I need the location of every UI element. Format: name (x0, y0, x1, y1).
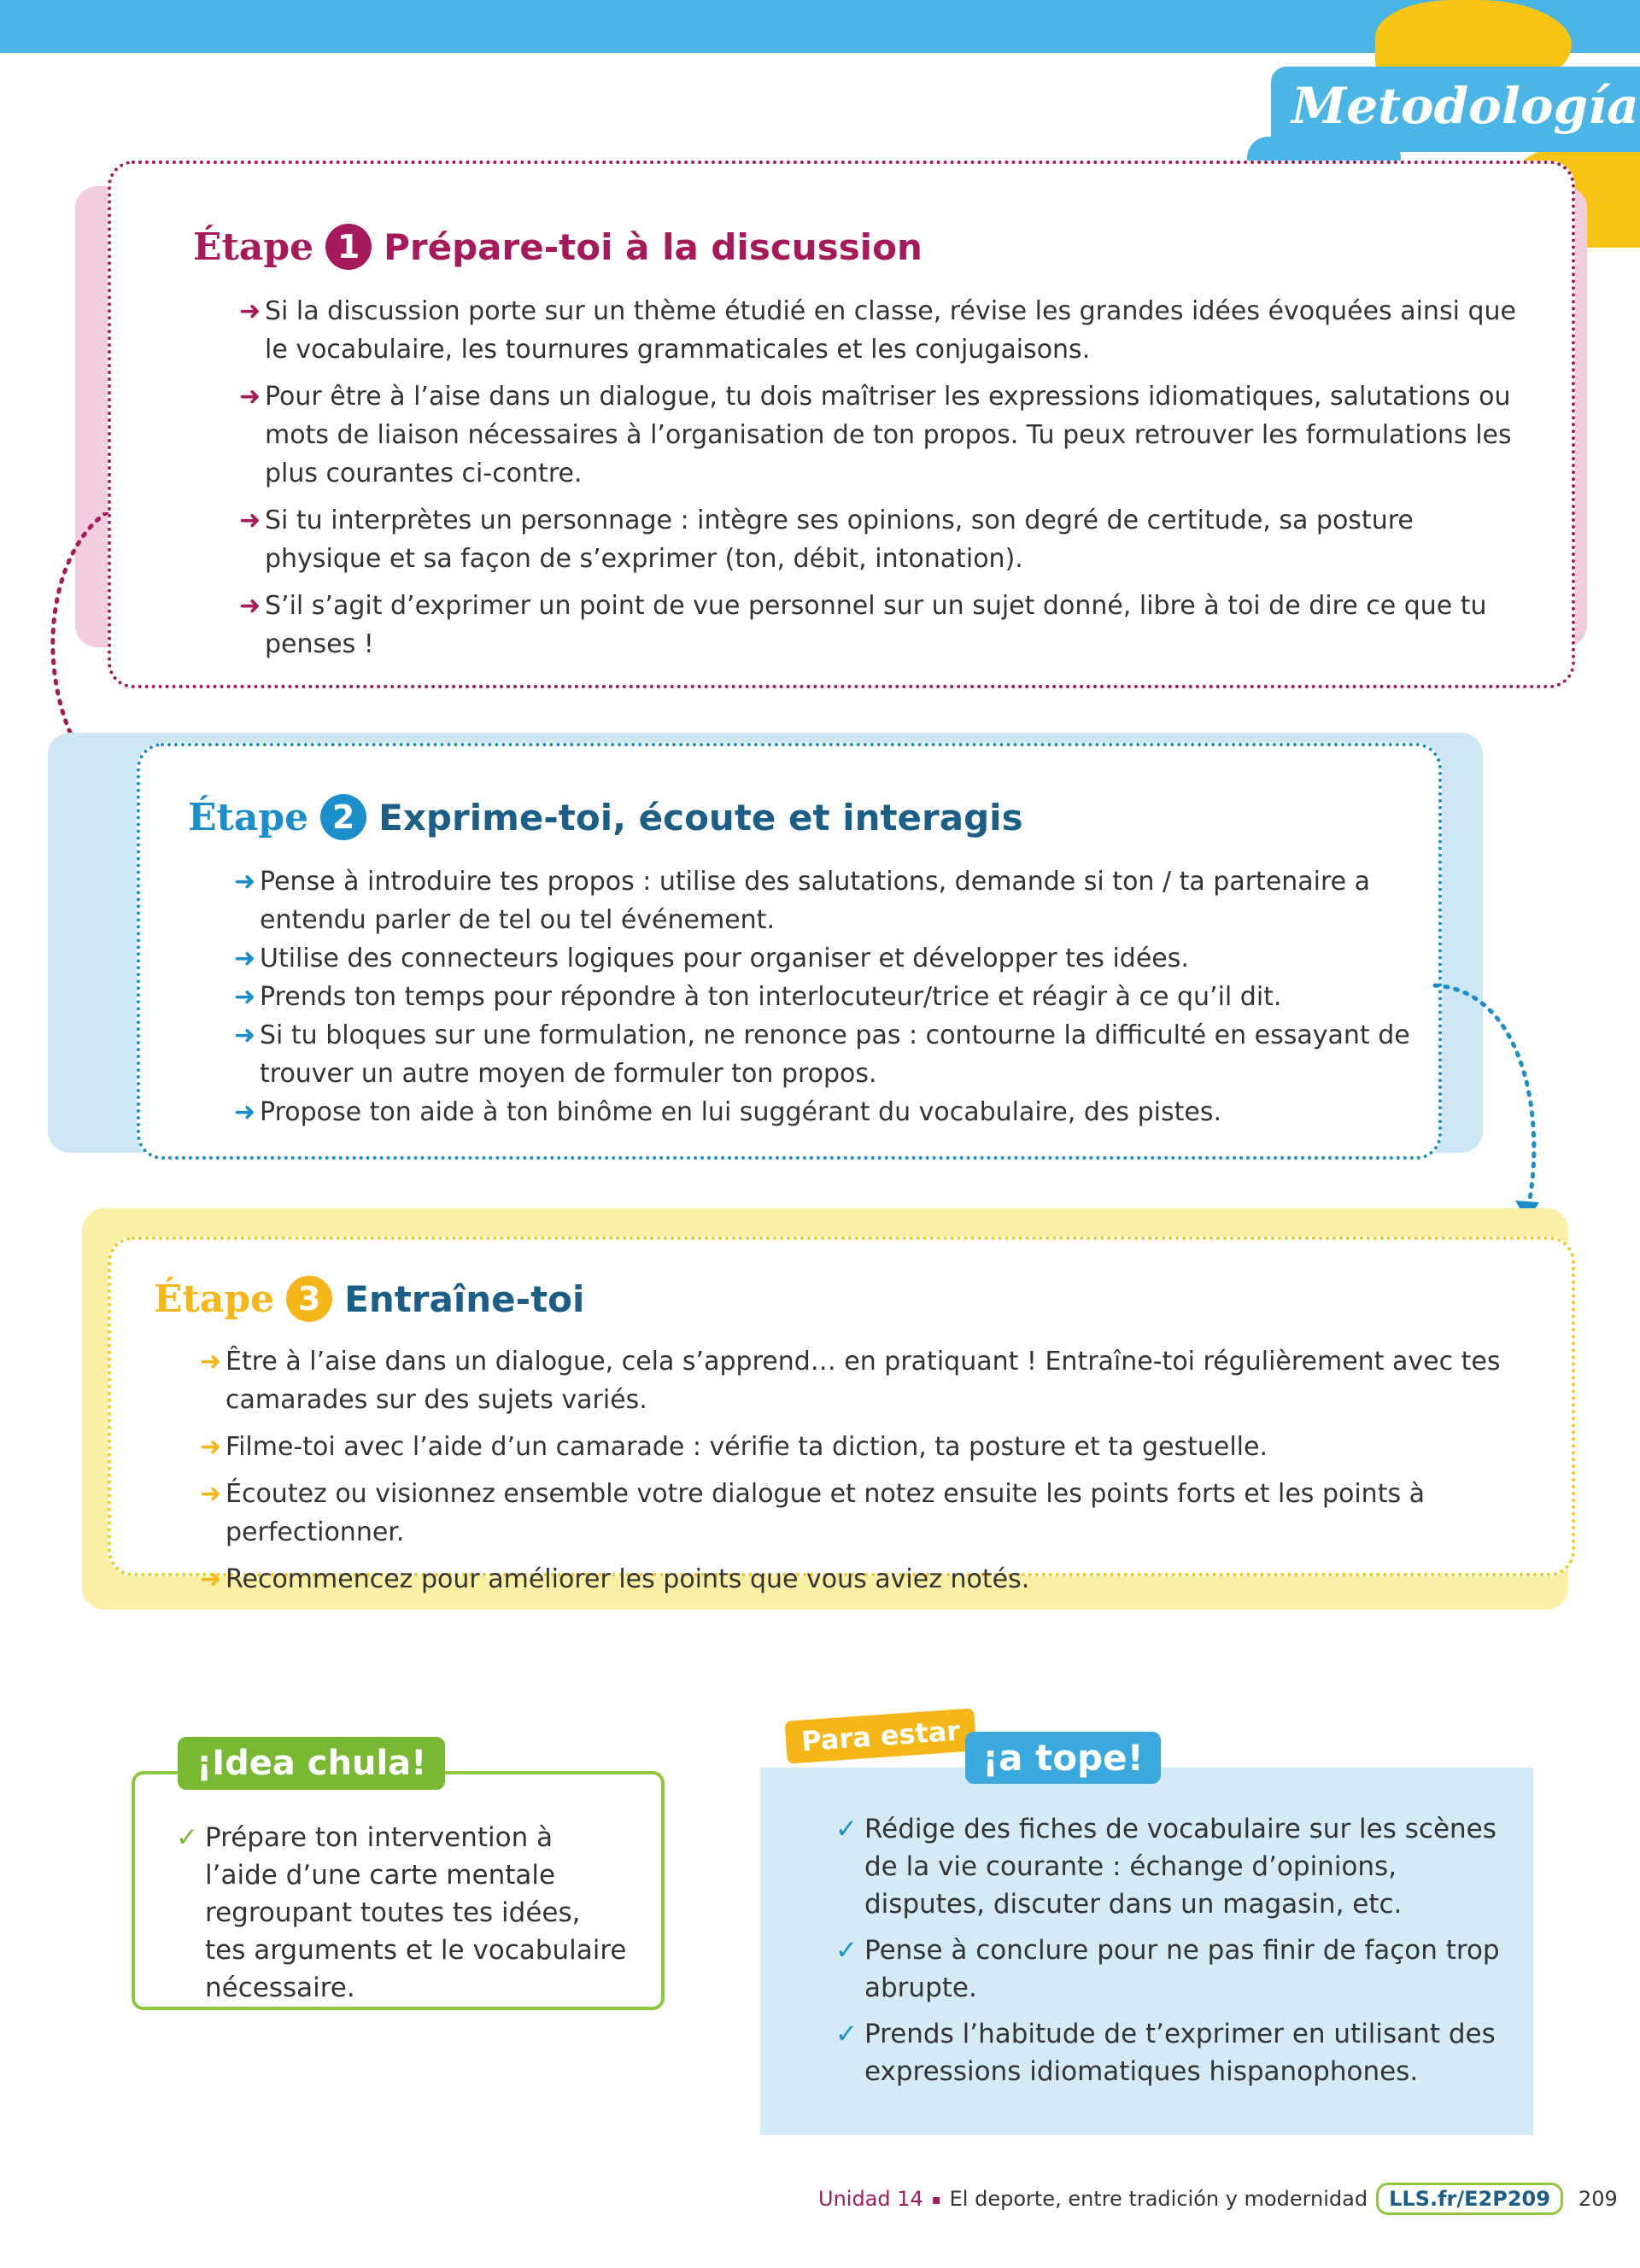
page-number: 209 (1578, 2187, 1618, 2211)
arrow-right-icon: ➜ (234, 944, 256, 973)
footer-chapter: El deporte, entre tradición y modernidad (949, 2187, 1368, 2211)
arrow-right-icon: ➜ (200, 1479, 222, 1509)
list-item: ➜ Être à l’aise dans un dialogue, cela s’apprend… en pratiquant ! Entraîne-toi régulièrement avec tes camarades sur des sujets variés. (200, 1342, 1549, 1419)
list-item: ➜ Recommencez pour améliorer les points que vous aviez notés. (200, 1560, 1549, 1599)
etape-2-word: Étape (188, 795, 309, 839)
etape-3-word: Étape (154, 1277, 275, 1321)
footer (818, 2183, 1618, 2215)
etape-3-header (154, 1276, 584, 1322)
list-item: ➜ Filme-toi avec l’aide d’un camarade : vérifie ta diction, ta posture et ta gestuelle. (200, 1428, 1549, 1466)
arrow-right-icon: ➜ (239, 382, 261, 412)
idea-tag: ¡Idea chula! (178, 1737, 445, 1790)
etape-2-title: Exprime-toi, écoute et interagis (378, 796, 1023, 839)
etape-2-list (234, 862, 1413, 1131)
list-item: ✓ Prépare ton intervention à l’aide d’une carte mentale regroupant toutes tes idées, tes arguments et le vocabulaire nécessaire. (176, 1819, 629, 2007)
etape-1-card (108, 161, 1575, 688)
tope-list (835, 1810, 1502, 2099)
etape-2-card (137, 743, 1442, 1160)
list-item: ➜ Si la discussion porte sur un thème étudié en classe, révise les grandes idées évoquées ainsi que le vocabulaire, les tournures grammaticales et les conjugaisons. (239, 292, 1538, 369)
tope-box (760, 1768, 1533, 2135)
list-item: ➜ S’il s’agit d’exprimer un point de vue personnel sur un sujet donné, libre à toi de dire ce que tu penses ! (239, 587, 1538, 663)
list-item: ➜ Pour être à l’aise dans un dialogue, tu dois maîtriser les expressions idiomatiques, salutations ou mots de liaison nécessaires à l’organisation de ton propos. Tu peux retrouver les formulations les plus courantes ci-contre. (239, 377, 1538, 493)
etape-2-header (188, 794, 1023, 840)
etape-1-number: 1 (325, 224, 372, 270)
arrow-right-icon: ➜ (239, 591, 261, 621)
etape-2-number: 2 (320, 794, 366, 840)
etape-3-card (108, 1236, 1575, 1594)
connector-arrow-2 (1426, 973, 1555, 1230)
arrow-right-icon: ➜ (239, 296, 261, 326)
idea-list (176, 1819, 629, 2015)
arrow-right-icon: ➜ (234, 867, 256, 897)
footer-separator: ▪ (931, 2190, 941, 2207)
list-item: ✓ Rédige des fiches de vocabulaire sur les scènes de la vie courante : échange d’opinions, disputes, discuter dans un magasin, etc. (835, 1810, 1502, 1923)
tope-tag-1: Para estar (785, 1708, 977, 1763)
arrow-right-icon: ➜ (234, 1097, 256, 1127)
etape-3-number: 3 (286, 1276, 332, 1322)
list-item: ➜ Pense à introduire tes propos : utilise des salutations, demande si ton / ta partenaire a entendu parler de tel ou tel événement. (234, 862, 1413, 939)
list-item: ✓ Pense à conclure pour ne pas finir de façon trop abrupte. (835, 1932, 1502, 2007)
list-item: ➜ Écoutez ou visionnez ensemble votre dialogue et notez ensuite les points forts et les points à perfectionner. (200, 1475, 1549, 1552)
arrow-right-icon: ➜ (200, 1347, 222, 1377)
etape-3-title: Entraîne-toi (344, 1277, 585, 1320)
check-icon: ✓ (835, 2019, 858, 2049)
footer-unit: Unidad 14 (818, 2187, 923, 2211)
arrow-right-icon: ➜ (239, 506, 261, 535)
list-item: ➜ Si tu interprètes un personnage : intègre ses opinions, son degré de certitude, sa posture physique et sa façon de s’exprimer (ton, débit, intonation). (239, 501, 1538, 578)
check-icon: ✓ (835, 1935, 858, 1966)
arrow-right-icon: ➜ (200, 1432, 222, 1462)
arrow-right-icon: ➜ (234, 982, 256, 1012)
etape-1-header (193, 224, 922, 270)
etape-1-title: Prépare-toi à la discussion (384, 225, 922, 268)
idea-box (132, 1771, 665, 2010)
etape-3-list (200, 1342, 1549, 1607)
list-item: ➜ Si tu bloques sur une formulation, ne renonce pas : contourne la difficulté en essayant de trouver un autre moyen de formuler ton propos. (234, 1016, 1413, 1093)
section-title-tab (1271, 67, 1640, 152)
section-title: Metodología (1292, 77, 1639, 135)
check-icon: ✓ (835, 1814, 858, 1844)
footer-link[interactable]: LLS.fr/E2P209 (1376, 2183, 1563, 2215)
list-item: ➜ Propose ton aide à ton binôme en lui suggérant du vocabulaire, des pistes. (234, 1093, 1413, 1131)
etape-1-word: Étape (193, 225, 314, 269)
list-item: ➜ Utilise des connecteurs logiques pour organiser et développer tes idées. (234, 939, 1413, 978)
check-icon: ✓ (176, 1822, 198, 1853)
list-item: ➜ Prends ton temps pour répondre à ton interlocuteur/trice et réagir à ce qu’il dit. (234, 978, 1413, 1016)
list-item: ✓ Prends l’habitude de t’exprimer en utilisant des expressions idiomatiques hispanophones. (835, 2015, 1502, 2090)
arrow-right-icon: ➜ (200, 1564, 222, 1594)
etape-1-list (239, 292, 1538, 672)
tope-tag-2: ¡a tope! (965, 1732, 1161, 1784)
arrow-right-icon: ➜ (234, 1020, 256, 1050)
